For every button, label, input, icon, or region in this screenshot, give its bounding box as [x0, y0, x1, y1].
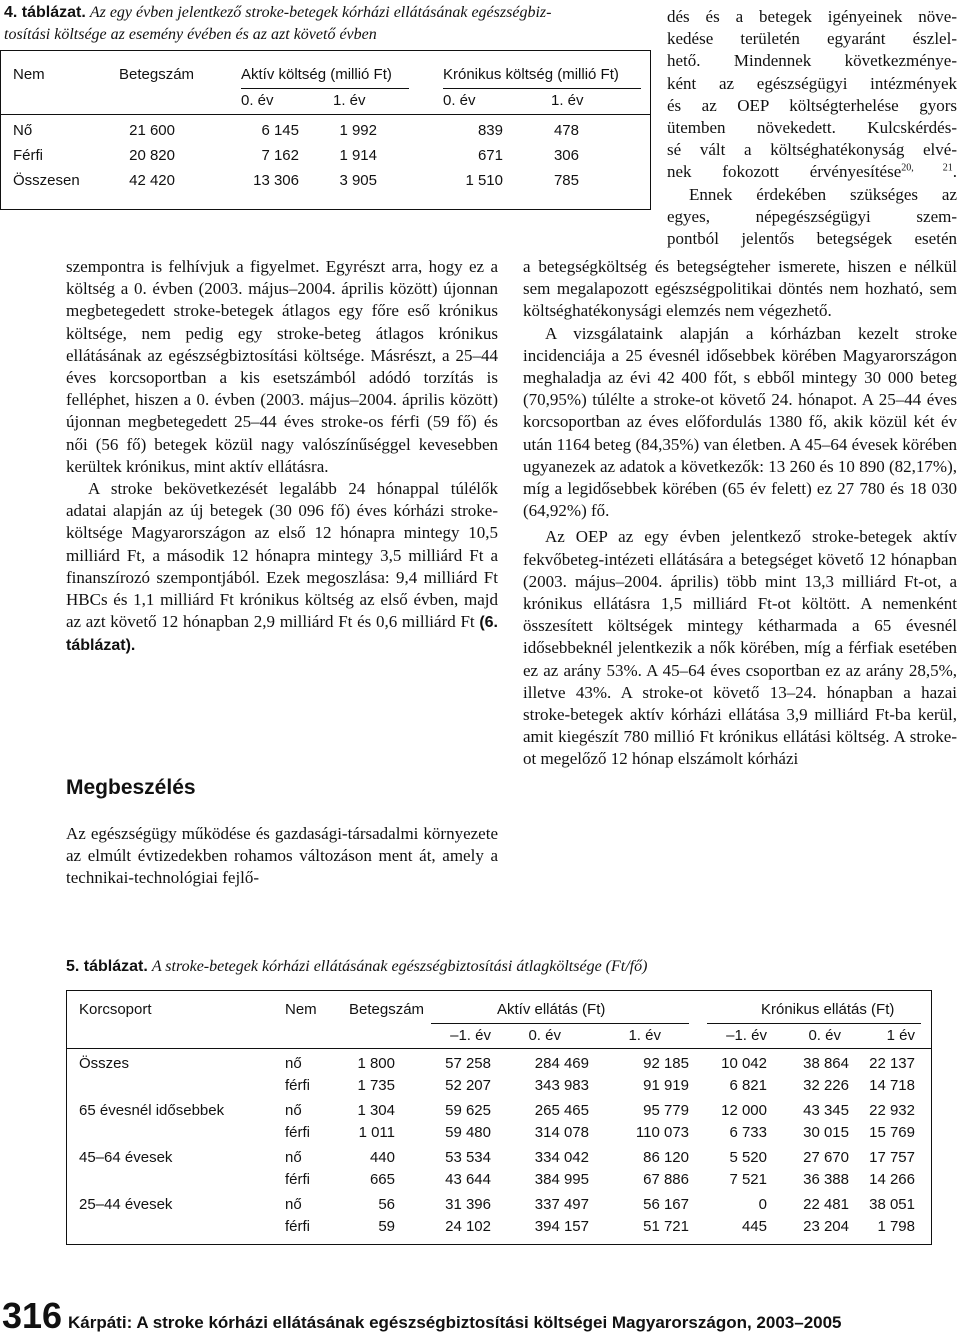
text-line: kedése területén egyaránt észlel-	[667, 29, 957, 49]
row-c0: 671	[477, 147, 503, 164]
row-value: 31 396	[445, 1196, 491, 1213]
row-c1: 478	[553, 122, 579, 139]
row-value: 265 465	[534, 1102, 589, 1119]
row-value: 343 983	[534, 1077, 589, 1094]
left-paragraph-2	[66, 478, 498, 658]
table4-sub-2: 0. év	[443, 92, 476, 109]
row-count: 1 735	[357, 1077, 395, 1094]
table5-sub-3: –1. év	[726, 1027, 767, 1044]
row-value: 384 995	[534, 1171, 589, 1188]
row-count: 21 600	[129, 122, 175, 139]
row-value: 53 534	[445, 1149, 491, 1166]
table4-caption	[4, 2, 654, 46]
left-column-bottom	[66, 823, 498, 890]
table5-header-active: Aktív ellátás (Ft)	[497, 1001, 606, 1018]
row-value: 110 073	[635, 1124, 689, 1141]
row-value: 38 864	[803, 1055, 849, 1072]
row-value: 52 207	[445, 1077, 491, 1094]
row-count: 59	[378, 1218, 395, 1235]
row-value: 92 185	[643, 1055, 689, 1072]
row-sex: férfi	[285, 1171, 311, 1188]
row-value: 59 480	[445, 1124, 491, 1141]
table5-header-count: Betegszám	[349, 1001, 425, 1018]
row-count: 42 420	[129, 172, 175, 189]
row-label: Nő	[13, 122, 33, 139]
table4-number: 4. táblázat.	[4, 4, 86, 21]
right-paragraph-3: Az OEP az egy évben jelentkező stroke-betegek aktív fekvőbeteg-intézeti ellátására a betegséget követő 12 hónapban (2003. május–2004. április) több mint 13,3 milliárd Ft-ot, a krónikus ellátásra 1,5 milliárd Ft-ot költött. A nemenként összesített költségek mintegy kétharmada a 65 évesnél idősebbeknél jelentkezik a nők körében, míg a férfiak esetében ez az arány 53%. A 45–64 éves csoportban ez az arány 28,5%, illetve 43%. A stroke-ot követő 13–24. hónapban a hazai stroke-betegek aktív kórházi ellátása 3,9 milliárd Ft-ba kerül, amit kiegészít 780 millió Ft krónikus ellátási költség. A stroke-ot megelőző 12 hónap elszámolt kórházi	[523, 527, 957, 769]
row-sex: nő	[285, 1055, 302, 1072]
text-line-citation	[667, 161, 957, 183]
row-value: 67 886	[643, 1171, 689, 1188]
group-label: Összes	[79, 1055, 130, 1072]
text-line: egyes, népegészségügyi szem-	[667, 206, 957, 226]
text-line: Ennek érdekében szükséges az	[689, 184, 957, 204]
text-line: ütemben növekedett. Kulcskérdés-	[667, 118, 957, 138]
row-value: 22 137	[869, 1055, 915, 1072]
row-c1: 785	[553, 172, 579, 189]
row-value: 284 469	[534, 1055, 589, 1072]
running-footer: Kárpáti: A stroke kórházi ellátásának egészségbiztosítási költségei Magyarországon, 2003–2005	[68, 1313, 842, 1332]
table4-title-line1: Az egy évben jelentkező stroke-betegek kórházi ellátásának egészségbiz-	[89, 4, 552, 21]
left-paragraph-1: szempontra is felhívjuk a figyelmet. Egyrészt arra, hogy ez a költség a 0. évben (2003. május–2004. április között) újonnan megbetegedett stroke-betegek átlagos egy főre eső krónikus költsége, nem pedig egy stroke-beteg átlagos krónikus ellátásának az egészségbiztosítási költsége. Másrészt, a 25–44 éves korcsoportban a kis esetszámból adódó torzítás is felléphet, hiszen a 0. évben (2003. május–2004. április között) újonnan megbetegedett 25–44 éves stroke-os férfi (59 fő) és női (56 fő) betegek közül nagy valószínűséggel kevesebben kerültek krónikus, mint aktív ellátásra.	[66, 257, 498, 476]
row-sex: férfi	[285, 1077, 311, 1094]
table5-header-chronic: Krónikus ellátás (Ft)	[761, 1001, 895, 1018]
text-line: sé vált a költséghatékonyság elvé-	[667, 140, 957, 160]
table4	[0, 50, 651, 210]
row-a1: 3 905	[339, 172, 377, 189]
table5-caption	[66, 956, 946, 978]
table5	[66, 990, 932, 1245]
row-c1: 306	[553, 147, 579, 164]
row-a1: 1 914	[339, 147, 377, 164]
row-count: 440	[369, 1149, 395, 1166]
text-line: pontból jelentős betegségek esetén	[667, 229, 957, 249]
table4-sub-1: 1. év	[333, 92, 366, 109]
row-a0: 13 306	[253, 172, 299, 189]
citation-text: nek fokozott érvényesítése	[667, 162, 902, 182]
row-label: Férfi	[13, 147, 43, 164]
row-value: 7 521	[729, 1171, 767, 1188]
table4-title-line2: tosítási költsége az esemény évében és az azt követő évben	[4, 26, 377, 43]
row-value: 24 102	[445, 1218, 491, 1235]
row-value: 23 204	[803, 1218, 849, 1235]
row-value: 17 757	[869, 1149, 915, 1166]
row-c0: 839	[477, 122, 503, 139]
left-paragraph-2-text: A stroke bekövetkezését legalább 24 hónappal túlélők adatai alapján az új betegek (30 096 fő) éves kórházi stroke-költsége Magyarországon az első 12 hónapra mintegy 10,5 milliárd Ft, a második 12 hónapra mintegy 3,5 milliárd Ft a finanszírozó szempontjából. Ezek megoszlása: 9,4 milliárd Ft HBCs és 1,1 milliárd Ft krónikus költség az első évben, majd az azt követő 12 hónapban 2,9 milliárd Ft és 0,6 milliárd Ft	[66, 479, 498, 632]
text-line: ként az egészségügyi intézmények	[667, 73, 957, 93]
row-value: 27 670	[803, 1149, 849, 1166]
citation-end: .	[952, 162, 958, 182]
right-paragraph-1: a betegségköltség és betegségteher ismerete, hiszen e nélkül sem megalapozott egészségpolitikai döntés nem hozható, sem költséghatékonysági elemzés nem végezhető.	[523, 257, 957, 321]
row-value: 12 000	[721, 1102, 767, 1119]
row-count: 665	[369, 1171, 395, 1188]
row-value: 6 733	[729, 1124, 767, 1141]
row-value: 394 157	[534, 1218, 589, 1235]
row-value: 445	[741, 1218, 767, 1235]
row-value: 0	[758, 1196, 767, 1213]
row-label: Összesen	[13, 172, 80, 189]
row-count: 1 304	[357, 1102, 395, 1119]
left-paragraph-3: Az egészségügy működése és gazdasági-társadalmi környezete az elmúlt évtizedekben rohamos változáson ment át, amely a technikai-technológiai fejlő-	[66, 824, 498, 888]
row-a1: 1 992	[339, 122, 377, 139]
table4-sub-0: 0. év	[241, 92, 274, 109]
row-value: 86 120	[643, 1149, 689, 1166]
row-a0: 7 162	[261, 147, 299, 164]
row-value: 43 345	[803, 1102, 849, 1119]
group-label: 65 évesnél idősebbek	[79, 1102, 225, 1119]
row-sex: férfi	[285, 1124, 311, 1141]
left-column	[66, 256, 498, 658]
row-value: 14 266	[869, 1171, 915, 1188]
row-value: 314 078	[534, 1124, 589, 1141]
table5-sub-0: –1. év	[450, 1027, 491, 1044]
table5-header-sex: Nem	[285, 1001, 317, 1018]
table5-sub-2: 1. év	[628, 1027, 661, 1044]
right-top-text	[667, 6, 957, 250]
row-sex: férfi	[285, 1218, 311, 1235]
row-sex: nő	[285, 1102, 302, 1119]
row-value: 36 388	[803, 1171, 849, 1188]
group-label: 45–64 évesek	[79, 1149, 173, 1166]
table5-header-age: Korcsoport	[79, 1001, 152, 1018]
row-value: 6 821	[729, 1077, 767, 1094]
row-value: 38 051	[869, 1196, 915, 1213]
table4-header-count: Betegszám	[119, 66, 195, 83]
page-number: 316	[2, 1295, 63, 1336]
right-column	[523, 256, 957, 771]
row-value: 334 042	[534, 1149, 589, 1166]
table5-title: A stroke-betegek kórházi ellátásának egészségbiztosítási átlagköltsége (Ft/fő)	[151, 958, 648, 975]
row-value: 22 481	[803, 1196, 849, 1213]
row-value: 5 520	[729, 1149, 767, 1166]
row-value: 32 226	[803, 1077, 849, 1094]
row-count: 20 820	[129, 147, 175, 164]
row-value: 14 718	[869, 1077, 915, 1094]
section-heading: Megbeszélés	[66, 776, 196, 799]
group-label: 25–44 évesek	[79, 1196, 173, 1213]
table5-number: 5. táblázat.	[66, 958, 148, 975]
row-sex: nő	[285, 1196, 302, 1213]
row-value: 1 798	[877, 1218, 915, 1235]
table5-sub-1: 0. év	[528, 1027, 561, 1044]
table5-sub-4: 0. év	[808, 1027, 841, 1044]
row-sex: nő	[285, 1149, 302, 1166]
row-value: 43 644	[445, 1171, 491, 1188]
row-value: 56 167	[643, 1196, 689, 1213]
text-line: hető. Mindennek következménye-	[667, 51, 957, 71]
row-value: 91 919	[643, 1077, 689, 1094]
row-count: 1 011	[358, 1124, 395, 1141]
row-c0: 1 510	[465, 172, 503, 189]
right-paragraph-2: A vizsgálataink alapján a kórházban kezelt stroke incidenciája a 25 évesnél idősebbek körében Magyarországon meghaladja az évi 42 400 főt, s ebből mintegy 30 000 beteg (70,95%) túlélte a stroke-ot követő 24. hónapot. A 25–44 éves korcsoportban az éves előfordulás 1380 fő, akik közül két év után 1164 beteg (84,35%) van életben. A 45–64 évesek körében ugyanezek az adatok a következők: 13 260 és 10 890 (82,17%), míg a legidősebbek körében (65 év felett) ez 27 780 és 18 030 (64,92%) fő.	[523, 323, 957, 521]
table4-header-nem: Nem	[13, 66, 45, 83]
row-value: 51 721	[643, 1218, 689, 1235]
table4-header-active: Aktív költség (millió Ft)	[241, 66, 392, 83]
text-line: dés és a betegek igényeinek növe-	[667, 7, 957, 26]
row-count: 56	[378, 1196, 395, 1213]
table6-reference[interactable]: (6. táblázat).	[66, 614, 498, 655]
row-value: 95 779	[643, 1102, 689, 1119]
row-value: 15 769	[869, 1124, 915, 1141]
row-value: 30 015	[803, 1124, 849, 1141]
row-value: 22 932	[869, 1102, 915, 1119]
citation-ref: 20, 21	[901, 162, 953, 174]
row-a0: 6 145	[261, 122, 299, 139]
row-count: 1 800	[357, 1055, 395, 1072]
row-value: 10 042	[721, 1055, 767, 1072]
row-value: 337 497	[534, 1196, 589, 1213]
table4-header-chronic: Krónikus költség (millió Ft)	[443, 66, 619, 83]
row-value: 57 258	[445, 1055, 491, 1072]
table4-sub-3: 1. év	[551, 92, 584, 109]
row-value: 59 625	[445, 1102, 491, 1119]
text-line: és az OEP költségterhelése gyors	[667, 95, 957, 115]
table5-sub-5: 1 év	[886, 1027, 915, 1044]
